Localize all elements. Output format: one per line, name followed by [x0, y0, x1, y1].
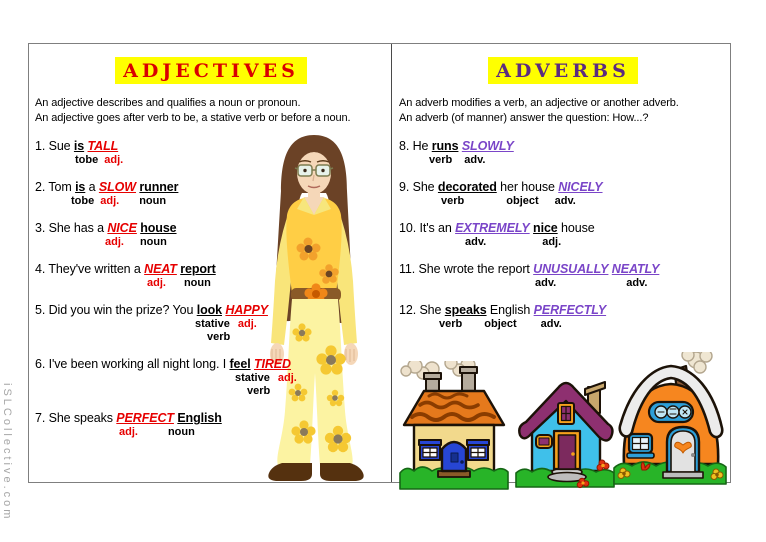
- grammar-label: adj.: [237, 318, 257, 330]
- grammar-label: adj.: [277, 372, 297, 384]
- sentence-segment: runs: [431, 139, 459, 153]
- grammar-labels: [399, 236, 727, 249]
- adjectives-title: ADJECTIVES: [115, 57, 307, 84]
- example-sentence: [35, 261, 387, 277]
- grammar-labels: [35, 331, 387, 344]
- adjectives-description-line1: An adjective describes and qualifies a noun or pronoun.: [35, 97, 301, 109]
- sentence-segment: nice: [533, 221, 558, 235]
- adverbs-examples: [399, 138, 727, 331]
- example-sentence: [35, 356, 387, 372]
- grammar-labels: [399, 154, 727, 167]
- sentence-segment: her house: [496, 180, 559, 194]
- house-blue-illustration: [514, 371, 618, 491]
- house-orange-illustration: [612, 352, 730, 490]
- grammar-label: stative: [195, 318, 230, 330]
- example-item: [35, 356, 387, 398]
- sentence-segment: PERFECT: [116, 411, 174, 425]
- grammar-label: tobe: [75, 154, 99, 166]
- grammar-label: verb: [429, 154, 453, 166]
- adverbs-title: ADVERBS: [488, 57, 638, 84]
- sentence-segment: 11. She wrote the report: [399, 262, 534, 276]
- sentence-segment: TALL: [87, 139, 119, 153]
- example-sentence: [35, 179, 387, 195]
- sentence-segment: 9. She: [399, 180, 438, 194]
- example-sentence: [35, 410, 387, 426]
- adjectives-description-line2: An adjective goes after verb to be, a stative verb or before a noun.: [35, 111, 351, 124]
- sentence-segment: UNUSUALLY: [533, 262, 609, 276]
- example-sentence: [35, 302, 387, 318]
- adverbs-title-row: [399, 57, 727, 84]
- grammar-label: object: [484, 318, 517, 330]
- grammar-label: adv.: [535, 277, 557, 289]
- example-sentence: [35, 220, 387, 236]
- grammar-label: verb: [207, 331, 231, 343]
- watermark-text: iSLCollective.com: [1, 383, 13, 522]
- sentence-segment: 3. She has a: [35, 221, 108, 235]
- sentence-segment: English: [177, 411, 222, 425]
- example-sentence: [399, 138, 727, 154]
- sentence-segment: HAPPY: [225, 303, 268, 317]
- sentence-segment: look: [196, 303, 222, 317]
- sentence-segment: 8. He: [399, 139, 432, 153]
- grammar-label: adj.: [147, 277, 166, 289]
- grammar-label: adj.: [104, 154, 124, 166]
- sentence-segment: feel: [229, 357, 251, 371]
- sentence-segment: 6. I've been working all night long. I: [35, 357, 230, 371]
- sentence-segment: NEAT: [144, 262, 177, 276]
- grammar-labels: [35, 277, 387, 290]
- grammar-label: verb: [441, 195, 465, 207]
- sentence-segment: 1. Sue: [35, 139, 74, 153]
- example-item: [399, 138, 727, 167]
- example-item: [35, 220, 387, 249]
- grammar-label: adj.: [542, 236, 562, 248]
- sentence-segment: 5. Did you win the prize? You: [35, 303, 197, 317]
- adjectives-title-row: [35, 57, 387, 84]
- example-sentence: [399, 302, 727, 318]
- sentence-segment: English: [486, 303, 534, 317]
- example-sentence: [35, 138, 387, 154]
- example-item: [35, 138, 387, 167]
- grammar-labels: [399, 277, 727, 290]
- grammar-labels: [35, 154, 387, 167]
- example-item: [399, 179, 727, 208]
- sentence-segment: house: [557, 221, 595, 235]
- grammar-labels: [399, 318, 727, 331]
- grammar-label: adj.: [119, 426, 138, 438]
- sentence-segment: 4. They've written a: [35, 262, 145, 276]
- grammar-labels: [35, 372, 387, 385]
- sentence-segment: a: [85, 180, 99, 194]
- example-item: [399, 302, 727, 331]
- example-sentence: [399, 179, 727, 195]
- grammar-label: stative: [235, 372, 270, 384]
- sentence-segment: PERFECTLY: [533, 303, 607, 317]
- example-item: [35, 302, 387, 344]
- sentence-segment: TIRED: [253, 357, 291, 371]
- grammar-labels: [35, 236, 387, 249]
- grammar-labels: [35, 318, 387, 331]
- example-sentence: [399, 261, 727, 277]
- sentence-segment: SLOWLY: [461, 139, 514, 153]
- sentence-segment: NEATLY: [611, 262, 660, 276]
- grammar-label: adv.: [540, 318, 562, 330]
- sentence-segment: runner: [139, 180, 179, 194]
- example-sentence: [399, 220, 727, 236]
- example-item: [35, 410, 387, 439]
- grammar-labels: [35, 426, 387, 439]
- grammar-label: adv.: [626, 277, 648, 289]
- grammar-label: adj.: [105, 236, 124, 248]
- sentence-segment: speaks: [444, 303, 487, 317]
- sentence-segment: 12. She: [399, 303, 445, 317]
- grammar-label: verb: [439, 318, 463, 330]
- example-item: [35, 179, 387, 208]
- sentence-segment: house: [140, 221, 177, 235]
- grammar-label: verb: [247, 385, 271, 397]
- sentence-segment: report: [180, 262, 216, 276]
- grammar-label: tobe: [71, 195, 95, 207]
- grammar-label: adj.: [100, 195, 120, 207]
- house-cottage-illustration: [398, 361, 510, 493]
- grammar-label: object: [506, 195, 539, 207]
- grammar-labels: [35, 385, 387, 398]
- sentence-segment: 7. She speaks: [35, 411, 117, 425]
- sentence-segment: 10. It's an: [399, 221, 456, 235]
- grammar-label: adv.: [464, 154, 486, 166]
- sentence-segment: is: [75, 180, 86, 194]
- grammar-label: adv.: [465, 236, 487, 248]
- sentence-segment: NICE: [107, 221, 137, 235]
- sentence-segment: NICELY: [558, 180, 603, 194]
- sentence-segment: EXTREMELY: [455, 221, 530, 235]
- adverbs-description-line1: An adverb modifies a verb, an adjective or another adverb.: [399, 97, 679, 109]
- grammar-label: noun: [183, 277, 211, 289]
- grammar-label: noun: [139, 195, 167, 207]
- sentence-segment: decorated: [437, 180, 497, 194]
- example-item: [35, 261, 387, 290]
- sentence-segment: 2. Tom: [35, 180, 76, 194]
- grammar-label: adv.: [554, 195, 576, 207]
- adjectives-examples: [35, 138, 387, 439]
- adjectives-panel: [29, 44, 391, 482]
- adverbs-description-line2: An adverb (of manner) answer the question: How...?: [399, 111, 649, 124]
- sentence-segment: SLOW: [98, 180, 137, 194]
- grammar-label: noun: [167, 426, 195, 438]
- example-item: [399, 220, 727, 249]
- grammar-labels: [35, 195, 387, 208]
- example-item: [399, 261, 727, 290]
- grammar-labels: [399, 195, 727, 208]
- grammar-label: noun: [139, 236, 167, 248]
- sentence-segment: is: [73, 139, 85, 153]
